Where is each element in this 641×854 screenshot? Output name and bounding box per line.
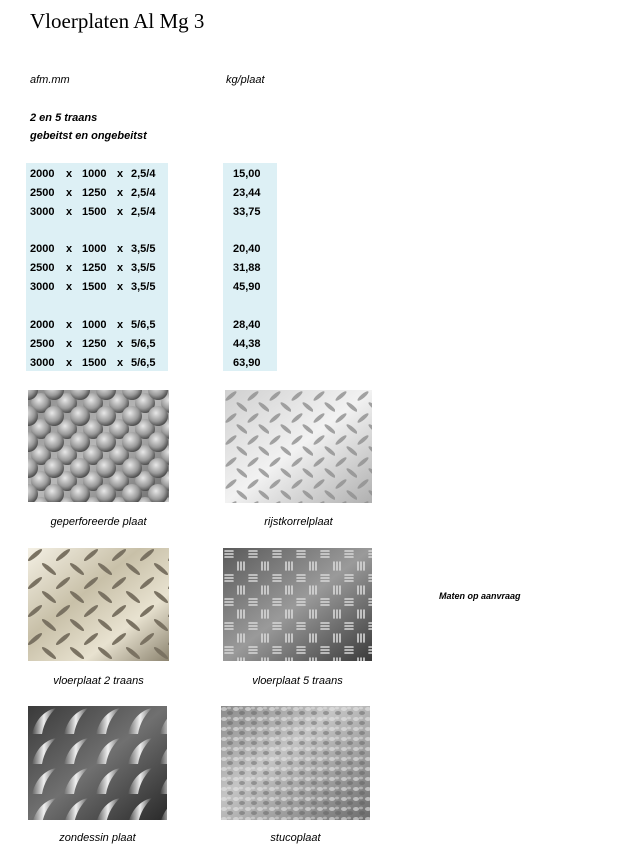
- thickness-cell: 5/6,5: [131, 338, 156, 350]
- thickness-cell: 3,5/5: [131, 262, 156, 274]
- times-sign: x: [117, 168, 124, 180]
- thickness-cell: 3,5/5: [131, 281, 156, 293]
- subtitle-line-2: gebeitst en ongebeitst: [30, 130, 147, 142]
- times-sign: x: [66, 187, 73, 199]
- width-cell: 3000: [30, 281, 55, 293]
- height-cell: 1500: [82, 357, 107, 369]
- times-sign: x: [66, 262, 73, 274]
- five-bar-plate-caption: vloerplaat 5 traans: [252, 675, 343, 687]
- times-sign: x: [117, 262, 124, 274]
- times-sign: x: [117, 206, 124, 218]
- height-cell: 1250: [82, 262, 107, 274]
- swirl-plate-caption: zondessin plaat: [59, 832, 136, 844]
- stucco-plate-caption: stucoplaat: [270, 832, 321, 844]
- two-bar-plate-caption: vloerplaat 2 traans: [53, 675, 144, 687]
- times-sign: x: [66, 243, 73, 255]
- weight-cell: 15,00: [233, 168, 261, 180]
- subtitle-line-1: 2 en 5 traans: [30, 112, 98, 124]
- height-cell: 1250: [82, 338, 107, 350]
- thickness-cell: 2,5/4: [131, 187, 156, 199]
- width-cell: 3000: [30, 357, 55, 369]
- perforated-plate-image: [28, 390, 169, 502]
- swirl-plate-image: [28, 706, 167, 820]
- dims-column-header: afm.mm: [30, 74, 70, 86]
- page-title: Vloerplaten Al Mg 3: [30, 9, 205, 33]
- times-sign: x: [66, 168, 73, 180]
- times-sign: x: [117, 357, 124, 369]
- weight-cell: 33,75: [233, 206, 261, 218]
- rice-grain-plate-image: [225, 390, 372, 503]
- weight-column-header: kg/plaat: [226, 74, 265, 86]
- thickness-cell: 2,5/4: [131, 206, 156, 218]
- height-cell: 1500: [82, 206, 107, 218]
- five-bar-plate-image: [223, 548, 372, 661]
- height-cell: 1000: [82, 319, 107, 331]
- times-sign: x: [117, 281, 124, 293]
- times-sign: x: [66, 357, 73, 369]
- thickness-cell: 3,5/5: [131, 243, 156, 255]
- height-cell: 1500: [82, 281, 107, 293]
- width-cell: 3000: [30, 206, 55, 218]
- two-bar-plate-image: [28, 548, 169, 661]
- rice-grain-plate-caption: rijstkorrelplaat: [264, 516, 333, 528]
- weight-cell: 44,38: [233, 338, 261, 350]
- weight-cell: 31,88: [233, 262, 261, 274]
- weight-cell: 23,44: [233, 187, 261, 199]
- height-cell: 1250: [82, 187, 107, 199]
- weight-cell: 28,40: [233, 319, 261, 331]
- times-sign: x: [117, 187, 124, 199]
- width-cell: 2500: [30, 187, 55, 199]
- times-sign: x: [66, 338, 73, 350]
- thickness-cell: 2,5/4: [131, 168, 156, 180]
- times-sign: x: [66, 281, 73, 293]
- height-cell: 1000: [82, 243, 107, 255]
- perforated-plate-caption: geperforeerde plaat: [50, 516, 147, 528]
- width-cell: 2000: [30, 243, 55, 255]
- times-sign: x: [117, 338, 124, 350]
- width-cell: 2000: [30, 168, 55, 180]
- times-sign: x: [66, 319, 73, 331]
- weight-cell: 20,40: [233, 243, 261, 255]
- height-cell: 1000: [82, 168, 107, 180]
- thickness-cell: 5/6,5: [131, 319, 156, 331]
- thickness-cell: 5/6,5: [131, 357, 156, 369]
- width-cell: 2000: [30, 319, 55, 331]
- width-cell: 2500: [30, 262, 55, 274]
- times-sign: x: [66, 206, 73, 218]
- stucco-plate-image: [221, 706, 370, 820]
- times-sign: x: [117, 243, 124, 255]
- weight-cell: 63,90: [233, 357, 261, 369]
- sizes-on-request-note: Maten op aanvraag: [439, 591, 521, 601]
- weight-cell: 45,90: [233, 281, 261, 293]
- width-cell: 2500: [30, 338, 55, 350]
- times-sign: x: [117, 319, 124, 331]
